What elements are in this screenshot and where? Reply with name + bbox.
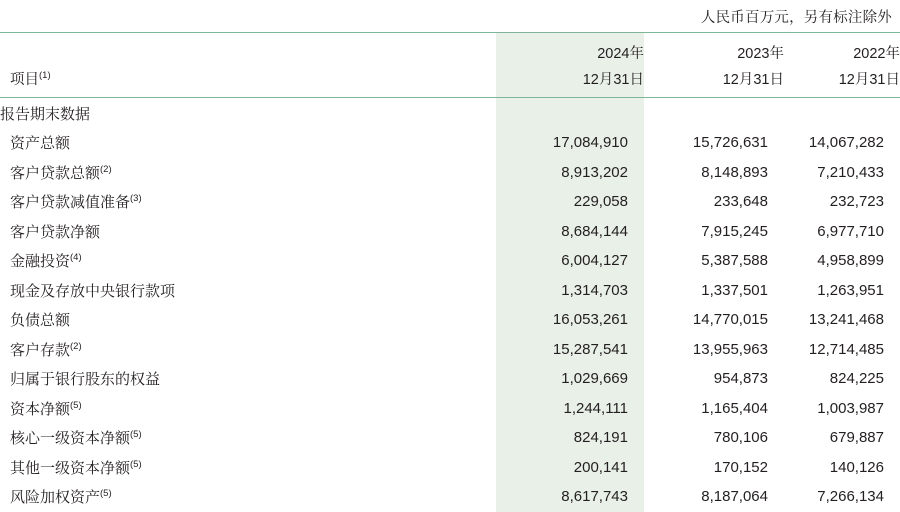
row-note: (5) xyxy=(100,488,112,500)
row-label-cell xyxy=(0,158,496,188)
section-title-row xyxy=(0,98,900,129)
row-value-2023: 8,148,893 xyxy=(701,163,768,181)
header-date-2023: 12月31日 xyxy=(644,65,784,98)
row-label-cell xyxy=(0,364,496,394)
row-value-2023: 1,337,501 xyxy=(701,281,768,299)
row-value-2023: 13,955,963 xyxy=(692,340,768,358)
header-spacer xyxy=(0,33,496,66)
header-item-text: 项目 xyxy=(10,71,39,88)
row-note: (2) xyxy=(100,163,112,175)
row-value-2023: 5,387,588 xyxy=(701,252,768,270)
row-value-2024: 824,191 xyxy=(496,423,644,453)
row-value-2022: 4,958,899 xyxy=(817,252,884,270)
row-value-2022: 7,266,134 xyxy=(817,488,884,506)
row-value-2024: 16,053,261 xyxy=(496,305,644,335)
table-header-row-year xyxy=(0,33,900,66)
row-value-2024: 1,029,669 xyxy=(496,364,644,394)
row-value-2023: 7,915,245 xyxy=(701,222,768,240)
row-value-2023: 780,106 xyxy=(713,429,768,447)
row-label: 核心一级资本净额 xyxy=(10,430,131,448)
header-date-2022: 12月31日 xyxy=(784,65,900,98)
header-date-2024: 12月31日 xyxy=(496,65,644,98)
row-value-2022: 140,126 xyxy=(829,458,884,476)
header-year-2022: 2022年 xyxy=(784,33,900,66)
row-label: 客户存款 xyxy=(10,341,71,359)
row-label: 归属于银行股东的权益 xyxy=(10,371,161,389)
row-label-cell xyxy=(0,453,496,483)
row-value-2024: 8,913,202 xyxy=(496,158,644,188)
table-row xyxy=(0,246,900,276)
table-row xyxy=(0,335,900,365)
row-label-cell xyxy=(0,246,496,276)
row-label: 风险加权资产 xyxy=(10,489,101,507)
row-label-cell xyxy=(0,128,496,158)
row-value-2023: 14,770,015 xyxy=(692,311,768,329)
section-title-spacer-3 xyxy=(784,98,900,129)
row-label: 客户贷款净额 xyxy=(10,223,101,241)
row-value-2024: 17,084,910 xyxy=(496,128,644,158)
row-value-2024: 1,244,111 xyxy=(496,394,644,424)
row-value-2023: 170,152 xyxy=(713,458,768,476)
row-note: (2) xyxy=(70,340,82,352)
row-label: 其他一级资本净额 xyxy=(10,459,131,477)
table-header-row-date xyxy=(0,65,900,98)
row-value-2022: 824,225 xyxy=(829,370,884,388)
row-label: 客户贷款减值准备 xyxy=(10,194,131,212)
row-note: (3) xyxy=(130,193,142,205)
header-item-label xyxy=(0,65,496,98)
row-value-2023: 233,648 xyxy=(713,193,768,211)
row-label: 资本净额 xyxy=(10,400,71,418)
header-item-note: (1) xyxy=(39,69,51,81)
header-year-2024: 2024年 xyxy=(496,33,644,66)
row-label: 负债总额 xyxy=(10,312,71,330)
row-value-2024: 15,287,541 xyxy=(496,335,644,365)
row-note: (5) xyxy=(130,429,142,441)
row-label: 金融投资 xyxy=(10,253,71,271)
row-value-2022: 6,977,710 xyxy=(817,222,884,240)
table-row xyxy=(0,217,900,247)
section-title-spacer-1 xyxy=(496,98,644,129)
header-year-2023: 2023年 xyxy=(644,33,784,66)
row-value-2022: 1,003,987 xyxy=(817,399,884,417)
row-value-2023: 1,165,404 xyxy=(701,399,768,417)
row-note: (5) xyxy=(70,399,82,411)
unit-note: 人民币百万元，另有标注除外 xyxy=(700,10,892,26)
row-value-2024: 8,684,144 xyxy=(496,217,644,247)
row-value-2022: 12,714,485 xyxy=(808,340,884,358)
row-label-cell xyxy=(0,305,496,335)
row-label-cell xyxy=(0,217,496,247)
row-value-2024: 1,314,703 xyxy=(496,276,644,306)
row-note: (5) xyxy=(130,458,142,470)
row-value-2024: 6,004,127 xyxy=(496,246,644,276)
row-value-2024: 8,617,743 xyxy=(496,482,644,512)
row-value-2023: 15,726,631 xyxy=(692,134,768,152)
row-value-2022: 679,887 xyxy=(829,429,884,447)
row-value-2022: 14,067,282 xyxy=(808,134,884,152)
row-value-2022: 232,723 xyxy=(829,193,884,211)
row-note: (4) xyxy=(70,252,82,264)
table-row xyxy=(0,276,900,306)
table-row xyxy=(0,305,900,335)
row-label-cell xyxy=(0,423,496,453)
financial-summary-table xyxy=(0,32,900,512)
row-label: 资产总额 xyxy=(10,135,71,153)
row-label: 现金及存放中央银行款项 xyxy=(10,282,176,300)
table-row xyxy=(0,394,900,424)
row-value-2022: 13,241,468 xyxy=(808,311,884,329)
row-value-2022: 7,210,433 xyxy=(817,163,884,181)
table-row xyxy=(0,364,900,394)
row-label: 客户贷款总额 xyxy=(10,164,101,182)
row-label-cell xyxy=(0,276,496,306)
table-row xyxy=(0,128,900,158)
row-label-cell xyxy=(0,394,496,424)
row-value-2022: 1,263,951 xyxy=(817,281,884,299)
table-row xyxy=(0,187,900,217)
row-label-cell xyxy=(0,335,496,365)
table-row xyxy=(0,423,900,453)
section-title-spacer-2 xyxy=(644,98,784,129)
row-value-2023: 8,187,064 xyxy=(701,488,768,506)
row-value-2024: 229,058 xyxy=(496,187,644,217)
row-label-cell xyxy=(0,187,496,217)
section-title: 报告期末数据 xyxy=(0,105,91,123)
row-value-2023: 954,873 xyxy=(713,370,768,388)
row-value-2024: 200,141 xyxy=(496,453,644,483)
table-row xyxy=(0,158,900,188)
table-row xyxy=(0,453,900,483)
